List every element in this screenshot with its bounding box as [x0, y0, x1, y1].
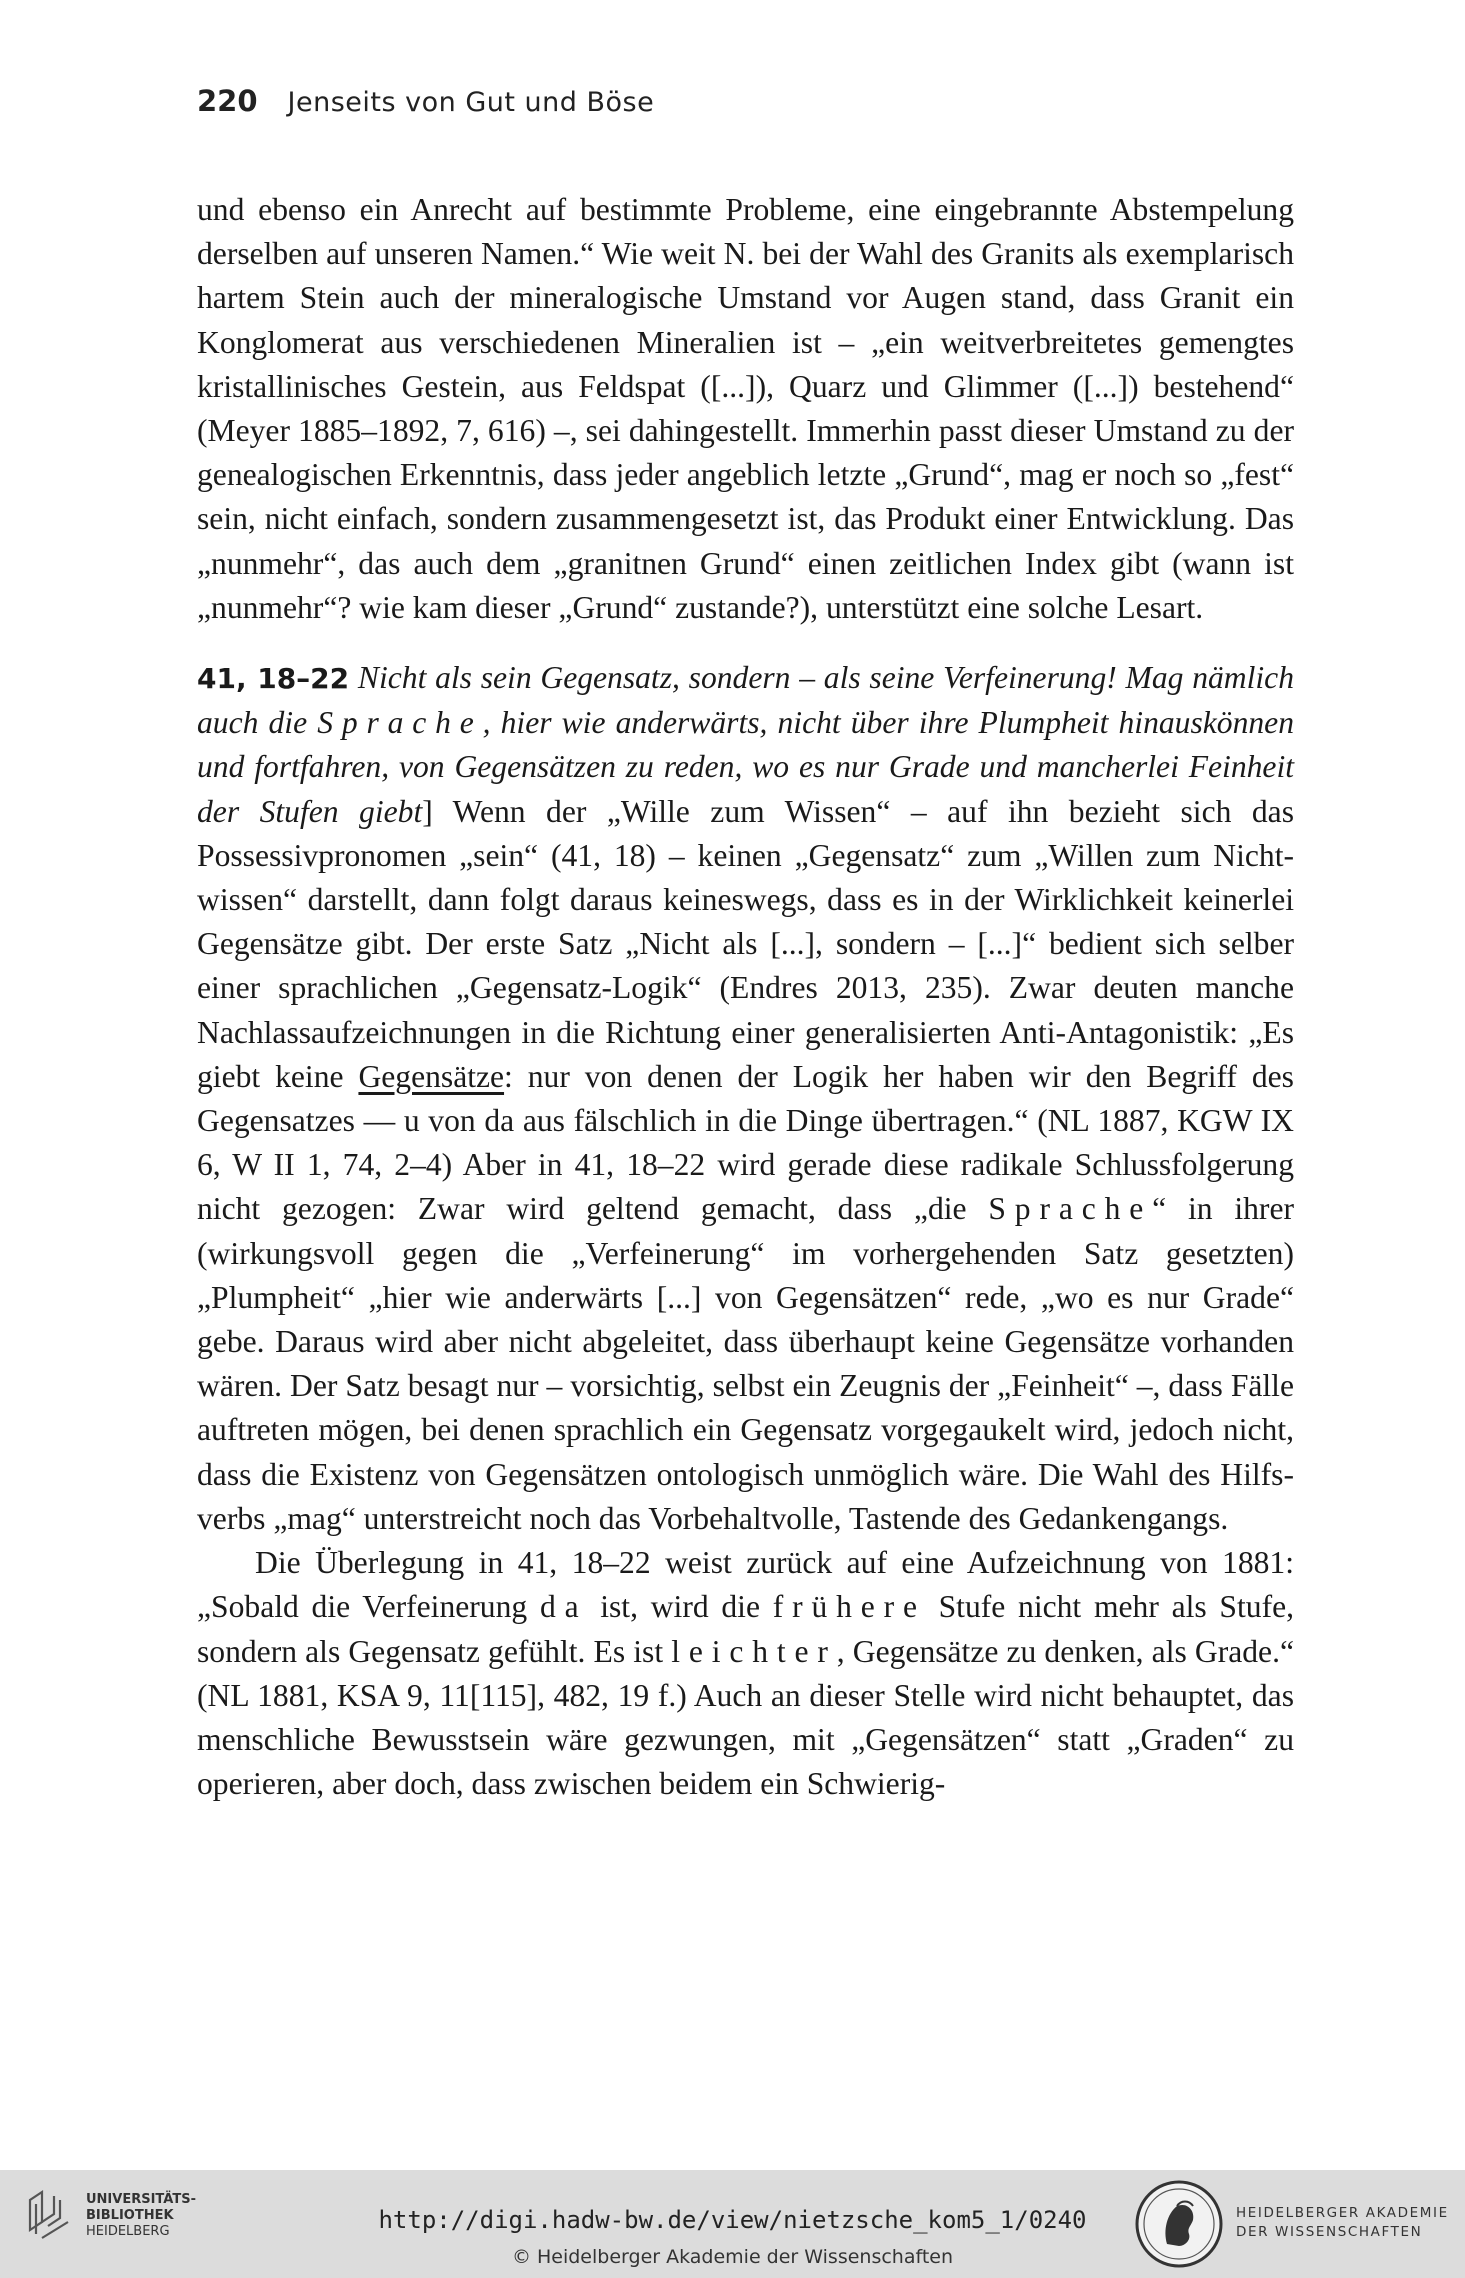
academy-name-line-2: DER WISSENSCHAFTEN	[1236, 2224, 1423, 2240]
digitization-footer	[0, 2170, 1465, 2278]
permalink-url[interactable]: http://digi.hadw-bw.de/view/nietzsche_kom5_1/0240	[378, 2206, 1087, 2234]
academy-seal-icon	[1133, 2178, 1225, 2270]
paragraph-1: und ebenso ein Anrecht auf bestimmte Probleme, eine eingebrannte Abstempelung derselben auf unseren Namen.“ Wie weit N. bei der Wahl des Granits als exemplarisch hartem Stein auch der mineralogische Umstand vor Augen stand, dass Granit ein Konglomerat aus verschiedenen Mineralien ist – „ein weitverbreitetes gemengtes kristallinisches Gestein, aus Feldspat ([...]), Quarz und Glimmer ([...]) bestehend“ (Meyer 1885–1892, 7, 616) –, sei dahingestellt. Immerhin passt dieser Umstand zu der genealogischen Erkenntnis, dass jeder angeblich letzte „Grund“, mag er noch so „fest“ sein, nicht einfach, sondern zusammengesetzt ist, das Produkt einer Entwicklung. Das „nunmehr“, das auch dem „granitnen Grund“ einen zeitlichen Index gibt (wann ist „nunmehr“? wie kam dieser „Grund“ zustande?), unterstützt eine solche Lesart.	[197, 192, 1294, 625]
page-number: 220	[197, 84, 258, 118]
p3-part-a: Die Überlegung in 41, 18–22 weist zurück auf eine Aufzeichnung von 1881: „Sobald die Verfeinerung	[197, 1545, 1294, 1625]
p3-spaced-word-2: frühere	[772, 1589, 926, 1625]
lemma-part-a: Nicht als sein Gegensatz, sondern – als seine Verfeinerung! Mag nämlich auch die	[197, 660, 1294, 741]
paragraph-3	[197, 1541, 1294, 1806]
p3-spaced-word-1: da	[539, 1589, 588, 1625]
p3-part-b: ist, wird die	[600, 1589, 760, 1625]
running-header	[197, 84, 654, 118]
p3-spaced-word-3: leichter	[671, 1633, 837, 1669]
academy-name-line-1: HEIDELBERGER AKADEMIE	[1236, 2205, 1449, 2221]
p3-part-c: Stufe nicht mehr als Stufe, sondern als Gegensatz gefühlt. Es ist	[197, 1589, 1295, 1669]
library-name-line-3: HEIDELBERG	[86, 2224, 170, 2239]
copyright-notice: © Heidelberger Akademie der Wissenschaften	[511, 2246, 954, 2268]
library-name-line-2: BIBLIOTHEK	[86, 2208, 174, 2223]
main-text	[197, 188, 1294, 1806]
commentary-spaced-word: Sprache	[988, 1191, 1153, 1227]
academy-name	[1236, 2204, 1449, 2242]
underlined-word: Gegensätze	[358, 1058, 505, 1094]
paragraph-2	[197, 656, 1294, 1541]
p3-part-d: , Gegensätze zu denken, als Grade.“ (NL 1881, KSA 9, 11[115], 482, 19 f.) Auch an dieser Stelle wird nicht behauptet, das menschliche Bewusstsein wäre gezwungen, mit „Gegensätzen“ statt „Graden“ zu operieren, aber doch, dass zwischen beidem ein Schwierig-	[197, 1633, 1294, 1802]
lemma-part-b: , hier wie anderwärts, nicht über ihre Plumpheit hinauskönnen und fortfahren, von Gegensätzen zu reden, wo es nur Grade und mancherlei Feinheit der Stufen giebt	[197, 705, 1294, 829]
running-title: Jenseits von Gut und Böse	[287, 87, 655, 118]
library-name-line-1: UNIVERSITÄTS-	[86, 2192, 196, 2207]
lemma-reference: 41, 18–22	[197, 662, 350, 696]
commentary-part-c: “ in ihrer (wirkungsvoll gegen die „Verfeinerung“ im vorhergehenden Satz gesetzten) „Plumpheit“ „hier wie anderwärts [...] von Gegensätzen“ rede, „wo es nur Grade“ gebe. Daraus wird aber nicht abgeleitet, dass überhaupt keine Gegensätze vorhanden wären. Der Satz besagt nur – vorsichtig, selbst ein Zeugnis der „Feinheit“ –, dass Fälle auftreten mögen, bei denen sprachlich ein Gegensatz vorgegaukelt wird, jedoch nicht, dass die Existenz von Gegensätzen ontologisch unmöglich wäre. Die Wahl des Hilfsverbs „mag“ unterstreicht noch das Vorbehaltvolle, Tastende des Gedankengangs.	[197, 1191, 1294, 1536]
commentary-part-b: : nur von denen der Logik her haben wir den Begriff des Gegensatzes — u von da aus fälschlich in die Dinge übertragen.“ (NL 1887, KGW IX 6, W II 1, 74, 2–4) Aber in 41, 18–22 wird gerade diese radikale Schlussfolgerung nicht gezogen: Zwar wird geltend gemacht, dass „die	[197, 1058, 1294, 1227]
lemma-spaced-word: Sprache	[317, 705, 483, 741]
commentary-part-a: ] Wenn der „Wille zum Wissen“ – auf ihn bezieht sich das Possessivpronomen „sein“ (41, 18) – keinen „Gegensatz“ zum „Willen zum Nicht-wissen“ darstellt, dann folgt daraus keineswegs, dass es in der Wirklichkeit keinerlei Gegensätze gibt. Der erste Satz „Nicht als [...], sondern – [...]“ bedient sich selber einer sprachlichen „Gegensatz-Logik“ (Endres 2013, 235). Zwar deuten manche Nachlassaufzeichnungen in die Richtung einer generalisierten Anti-Antagonistik: „Es giebt keine	[197, 793, 1294, 1094]
